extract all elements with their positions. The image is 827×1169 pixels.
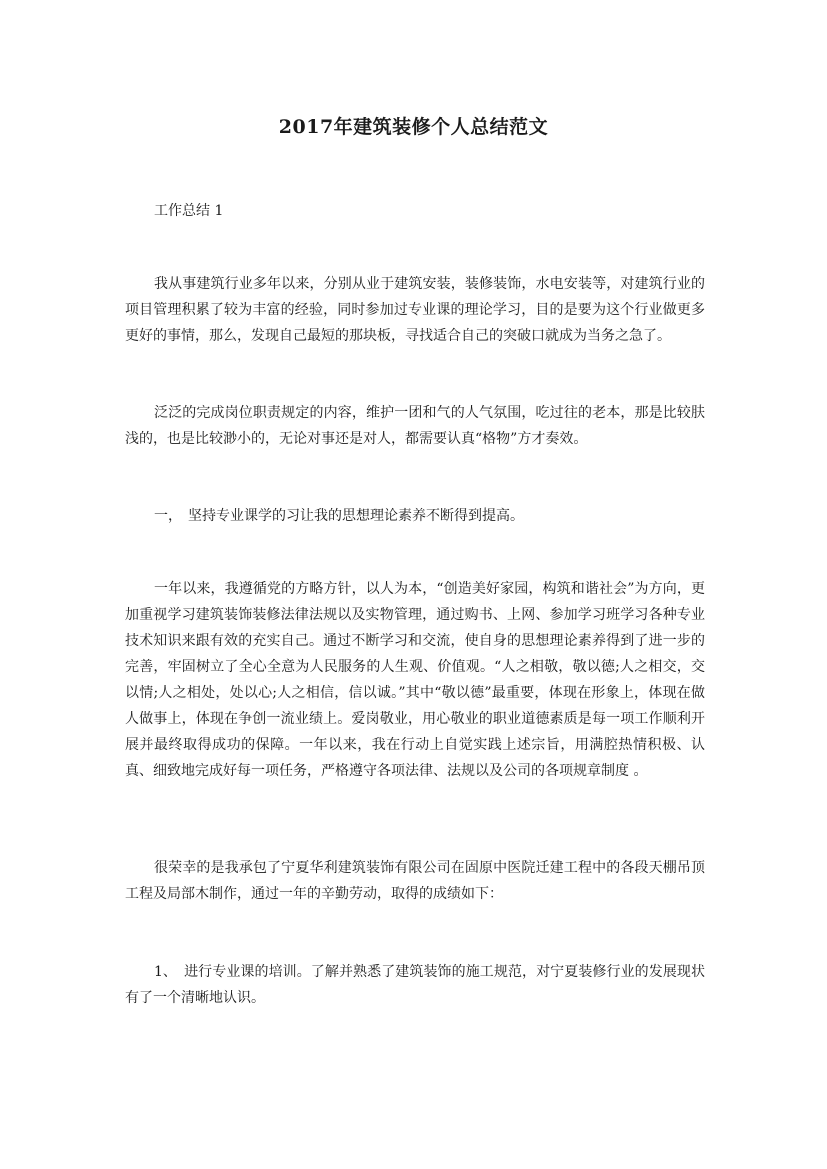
paragraph-intro: 我从事建筑行业多年以来，分别从业于建筑安装，装修装饰，水电安装等，对建筑行业的项目管理积累了较为丰富的经验，同时参加过专业课的理论学习，目的是要为这个行业做更多更好的事情，那么，发现自己最短的那块板，寻找适合自己的突破口就成为当务之急了。 xyxy=(125,276,705,344)
list-item-1 xyxy=(125,959,705,1011)
paragraph-duties: 泛泛的完成岗位职责规定的内容，维护一团和气的人气氛围，吃过往的老本，那是比较肤浅的，也是比较渺小的，无论对事还是对人，都需要认真“格物”方才奏效。 xyxy=(125,405,705,447)
section-heading-text: 坚持专业课学的习让我的思想理论素养不断得到提高。 xyxy=(188,508,524,524)
list-item-text: 进行专业课的培训。了解并熟悉了建筑装饰的施工规范，对宁夏装修行业的发展现状有了一个清晰地认识。 xyxy=(125,964,705,1006)
section-label: 工作总结 1 xyxy=(154,203,224,219)
section-heading-number: 一， xyxy=(154,508,182,524)
document-title: 2017年建筑装修个人总结范文 xyxy=(278,116,549,138)
paragraph-study: 一年以来，我遵循党的方略方针，以人为本，“创造美好家园，构筑和谐社会”为方向，更加重视学习建筑装饰装修法律法规以及实物管理，通过购书、上网、参加学习班学习各种专业技术知识来跟有效的充实自己。通过不断学习和交流，使自身的思想理论素养得到了进一步的完善，牢固树立了全心全意为人民服务的人生观、价值观。“人之相敬，敬以德;人之相交，交以情;人之相处，处以心;人之相信，信以诚。”其中“敬以德”最重要，体现在形象上，体现在做人做事上，体现在争创一流业绩上。爱岗敬业，用心敬业的职业道德素质是每一项工作顺利开展并最终取得成功的保障。一年以来，我在行动上自觉实践上述宗旨，用满腔热情积极、认真、细致地完成好每一项任务，严格遵守各项法律、法规以及公司的各项规章制度 。 xyxy=(125,581,705,779)
list-item-number: 1、 xyxy=(154,964,177,980)
paragraph-achievements: 很荣幸的是我承包了宁夏华利建筑装饰有限公司在固原中医院迁建工程中的各段天棚吊顶工程及局部木制作，通过一年的辛勤劳动，取得的成绩如下： xyxy=(125,860,705,902)
section-heading-1 xyxy=(154,503,714,529)
